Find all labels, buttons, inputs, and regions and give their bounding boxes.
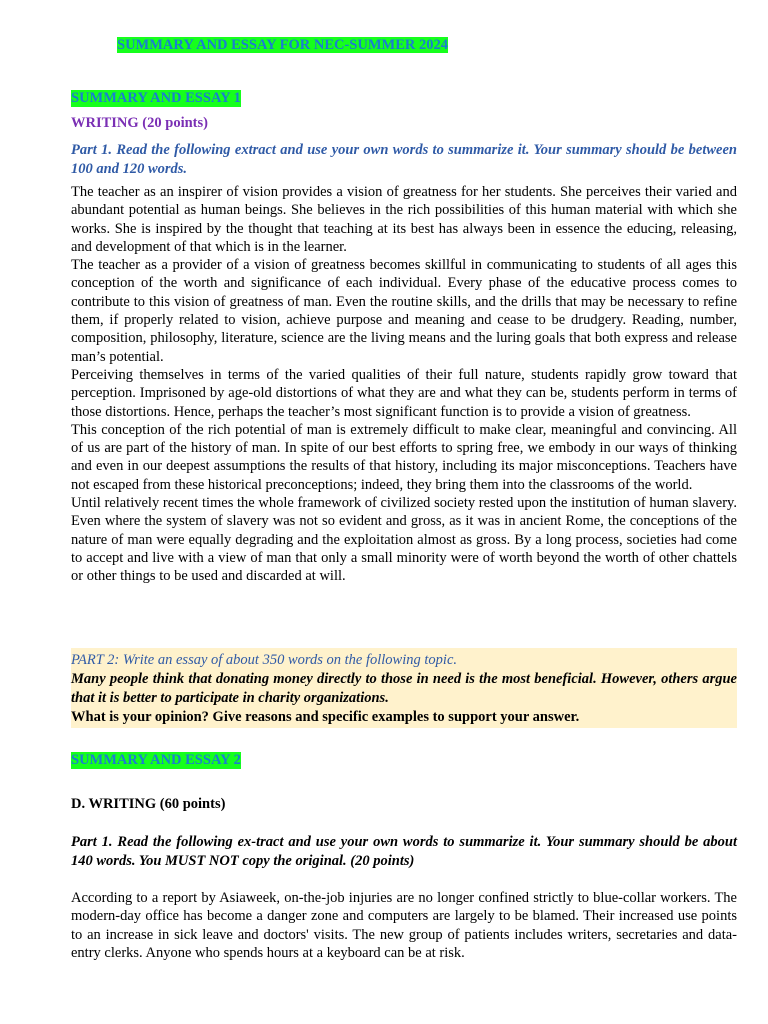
- extract-paragraph-4: This conception of the rich potential of man is extremely difficult to make clear, meaningful and convincing. All of us are part of the history of man. In spite of our best efforts to spring free, we embody in our ways of thinking and even in our deepest assumptions the results of that history, including its major misconceptions. Teachers have not escaped from these historical preconceptions; indeed, they bring them into the classrooms of the world.: [71, 421, 737, 493]
- section1-part1-instruction: Part 1. Read the following extract and use your own words to summarize it. Your summary should be between 100 and 120 words.: [71, 142, 737, 177]
- document-title-text: SUMMARY AND ESSAY FOR NEC-SUMMER 2024: [117, 37, 448, 53]
- section1-heading: [71, 89, 737, 107]
- extract-paragraph-5: Until relatively recent times the whole framework of civilized society rested upon the institution of human slavery. Even where the system of slavery was not so evident and gross, as it was in ancient Rome, the conceptions of the nature of man were equally degrading and the exploitation almost as gross. By a long process, societies had come to accept and live with a view of man that only a small minority were of worth beyond the worth of other chattels or other things to be used and discarded at will.: [71, 495, 737, 585]
- extract-paragraph-3: Perceiving themselves in terms of the varied qualities of their full nature, students rapidly grow toward that perception. Imprisoned by age-old distortions of what they are and what they can be, students perform in terms of those distortions. Hence, perhaps the teacher’s most significant function is to provide a vision of greatness.: [71, 366, 737, 420]
- section2-title: SUMMARY AND ESSAY 2: [71, 752, 241, 768]
- section2-part1-instruction-block: [71, 833, 737, 871]
- part2-instruction: PART 2: Write an essay of about 350 words on the following topic.: [71, 652, 457, 668]
- section2-extract: [71, 889, 737, 962]
- section1-part1-instruction-block: [71, 141, 737, 179]
- document-title: [117, 37, 448, 54]
- section1-extract: [71, 183, 737, 586]
- section2-heading: [71, 751, 737, 769]
- section1-title: SUMMARY AND ESSAY 1: [71, 90, 241, 106]
- part2-topic: Many people think that donating money directly to those in need is the most beneficial. However, others argue that it is better to participate in charity organizations.: [71, 671, 737, 706]
- extract-paragraph-1: The teacher as an inspirer of vision provides a vision of greatness for her students. She perceives their varied and abundant potential as human beings. She believes in the rich possibilities of this human material with which she works. She is inspired by the thought that teaching at its best has always been in essence the educing, releasing, and development of that which is in the learner.: [71, 184, 737, 255]
- section1-writing-label: WRITING (20 points): [71, 115, 208, 131]
- section2-part1-instruction: Part 1. Read the following ex-tract and use your own words to summarize it. Your summary should be about 140 words. You MUST NOT copy the original. (20 points): [71, 834, 737, 869]
- section2-writing-label: D. WRITING (60 points): [71, 796, 226, 812]
- part2-question: What is your opinion? Give reasons and specific examples to support your answer.: [71, 709, 580, 725]
- part2-essay-box: [71, 648, 737, 728]
- extract-paragraph-2: The teacher as a provider of a vision of greatness becomes skillful in communicating to students of all ages this conception of the worth and significance of each individual. Every phase of the educative process comes to contribute to this vision of greatness of man. Even the routine skills, and the drills that may be necessary to refine them, if properly related to vision, achieve purpose and meaning and cease to be drudgery. Reading, number, composition, philosophy, literature, science are the living means and the luring goals that both express and release man’s potential.: [71, 257, 737, 365]
- section2-paragraph: According to a report by Asiaweek, on-the-job injuries are no longer confined strictly to blue-collar workers. The modern-day office has become a danger zone and computers are largely to be blamed. Their increased use points to an increase in sick leave and doctors' visits. The new group of patients includes writers, secretaries and data-entry clerks. Anyone who spends hours at a keyboard can be at risk.: [71, 890, 737, 961]
